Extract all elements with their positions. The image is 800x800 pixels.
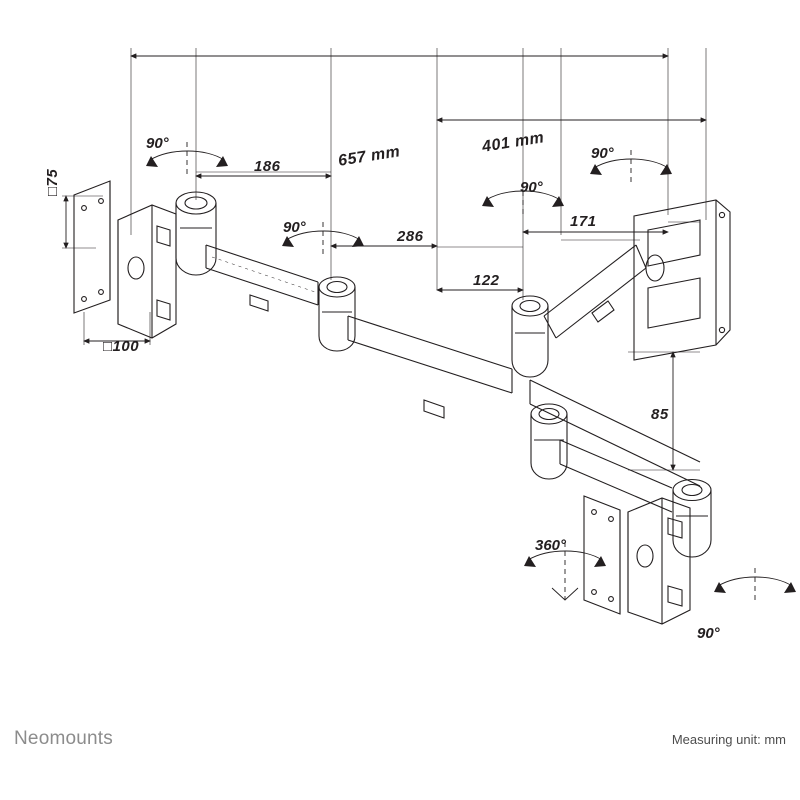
rotation-label-left-top: 90° <box>146 135 169 152</box>
rotation-label-center-top: 90° <box>520 179 543 196</box>
dimension-label-657: 657 mm <box>337 143 402 170</box>
brand-logo-text: Neomounts <box>14 728 113 749</box>
dimension-label-100: □100 <box>103 338 140 355</box>
dimension-label-171: 171 <box>570 213 597 230</box>
measuring-unit-note: Measuring unit: mm <box>671 732 786 747</box>
dimension-label-75: □75 <box>44 168 61 196</box>
dimension-label-186: 186 <box>254 158 281 175</box>
dimension-label-122: 122 <box>473 272 500 289</box>
rotation-label-mid-top: 90° <box>283 219 306 236</box>
rotation-label-bottom-right: 90° <box>697 625 720 642</box>
dimension-label-286: 286 <box>397 228 424 245</box>
dimension-label-85: 85 <box>651 406 669 423</box>
dimension-label-401: 401 mm <box>481 129 546 156</box>
rotation-label-right-top: 90° <box>591 145 614 162</box>
rotation-label-360: 360° <box>535 537 567 554</box>
